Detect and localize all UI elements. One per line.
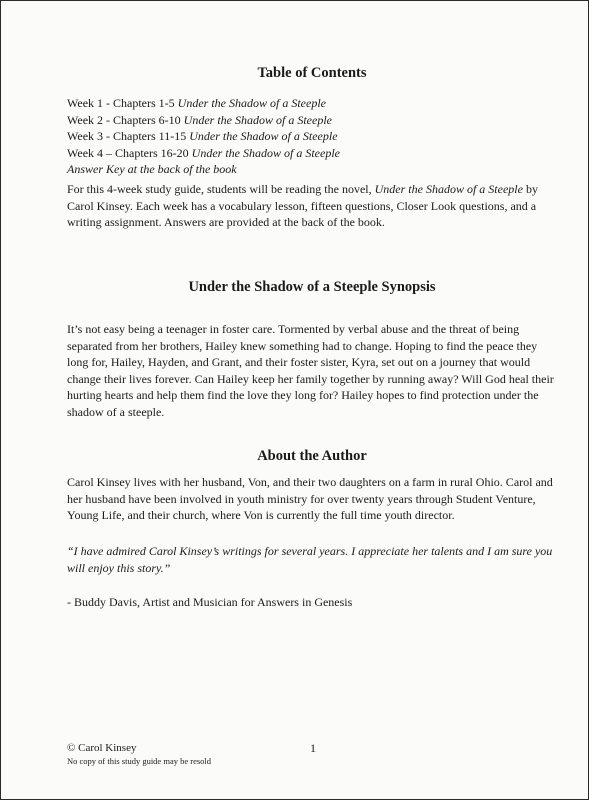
toc-item <box>67 95 340 112</box>
author-quote: “I have admired Carol Kinsey’s writings for several years. I appreciate her talents and I am sure you will enjoy this story.” <box>67 544 553 575</box>
copyright-notice: © Carol Kinsey <box>67 742 137 754</box>
intro-paragraph <box>67 181 557 231</box>
toc-item-label: Week 4 – Chapters 16-20 <box>67 145 192 160</box>
intro-text-end: by Carol Kinsey. Each week has a vocabulary lesson, fifteen questions, Closer Look questions, and a writing assignment. Answers are provided at the back of the book. <box>67 182 538 229</box>
author-heading: About the Author <box>257 448 367 464</box>
toc-item-book: Under the Shadow of a Steeple <box>191 145 340 160</box>
resale-notice: No copy of this study guide may be resold <box>67 756 212 766</box>
toc-item <box>67 145 340 162</box>
page-footer <box>67 742 211 768</box>
toc-item-label: Week 1 - Chapters 1-5 <box>67 96 178 110</box>
toc-item-book: Under the Shadow of a Steeple <box>177 96 326 110</box>
toc-item-book: Under the Shadow of a Steeple <box>189 129 338 143</box>
toc-heading: Table of Contents <box>257 65 367 81</box>
answer-key-text: Answer Key at the back of the book <box>67 162 237 176</box>
toc-item-book: Under the Shadow of a Steeple <box>183 112 332 127</box>
page-number: 1 <box>310 741 316 755</box>
synopsis-paragraph: It’s not easy being a teenager in foster care. Tormented by verbal abuse and the threat of being separated from her brothers, Hailey knew something had to change. Hoping to find the peace they long for, Hailey, Hayden, and Grant, and their foster sister, Kyra, set out on a journey that would change their lives forever. Can Hailey keep her family together by running away? Will God heal their hurting hearts and help them find the love they long for? Hailey hopes to find protection under the shadow of a steeple. <box>67 322 554 419</box>
intro-text-start: For this 4-week study guide, students will be reading the novel, <box>67 182 375 196</box>
toc-item-label: Week 2 - Chapters 6-10 <box>67 112 184 127</box>
toc-item-label: Week 3 - Chapters 11-15 <box>67 129 190 143</box>
toc-item <box>67 128 340 145</box>
synopsis-heading: Under the Shadow of a Steeple Synopsis <box>188 279 436 295</box>
toc-item <box>67 112 340 129</box>
quote-attribution: - Buddy Davis, Artist and Musician for Answers in Genesis <box>67 595 353 609</box>
author-paragraph: Carol Kinsey lives with her husband, Von, and their two daughters on a farm in rural Ohio. Carol and her husband have been involved in youth ministry for over twenty years through Student Venture, Young Life, and their church, where Von is currently the full time youth director. <box>67 475 553 522</box>
toc-list <box>67 95 340 178</box>
toc-answer-key <box>67 161 340 178</box>
intro-book-title: Under the Shadow of a Steeple <box>374 182 523 196</box>
